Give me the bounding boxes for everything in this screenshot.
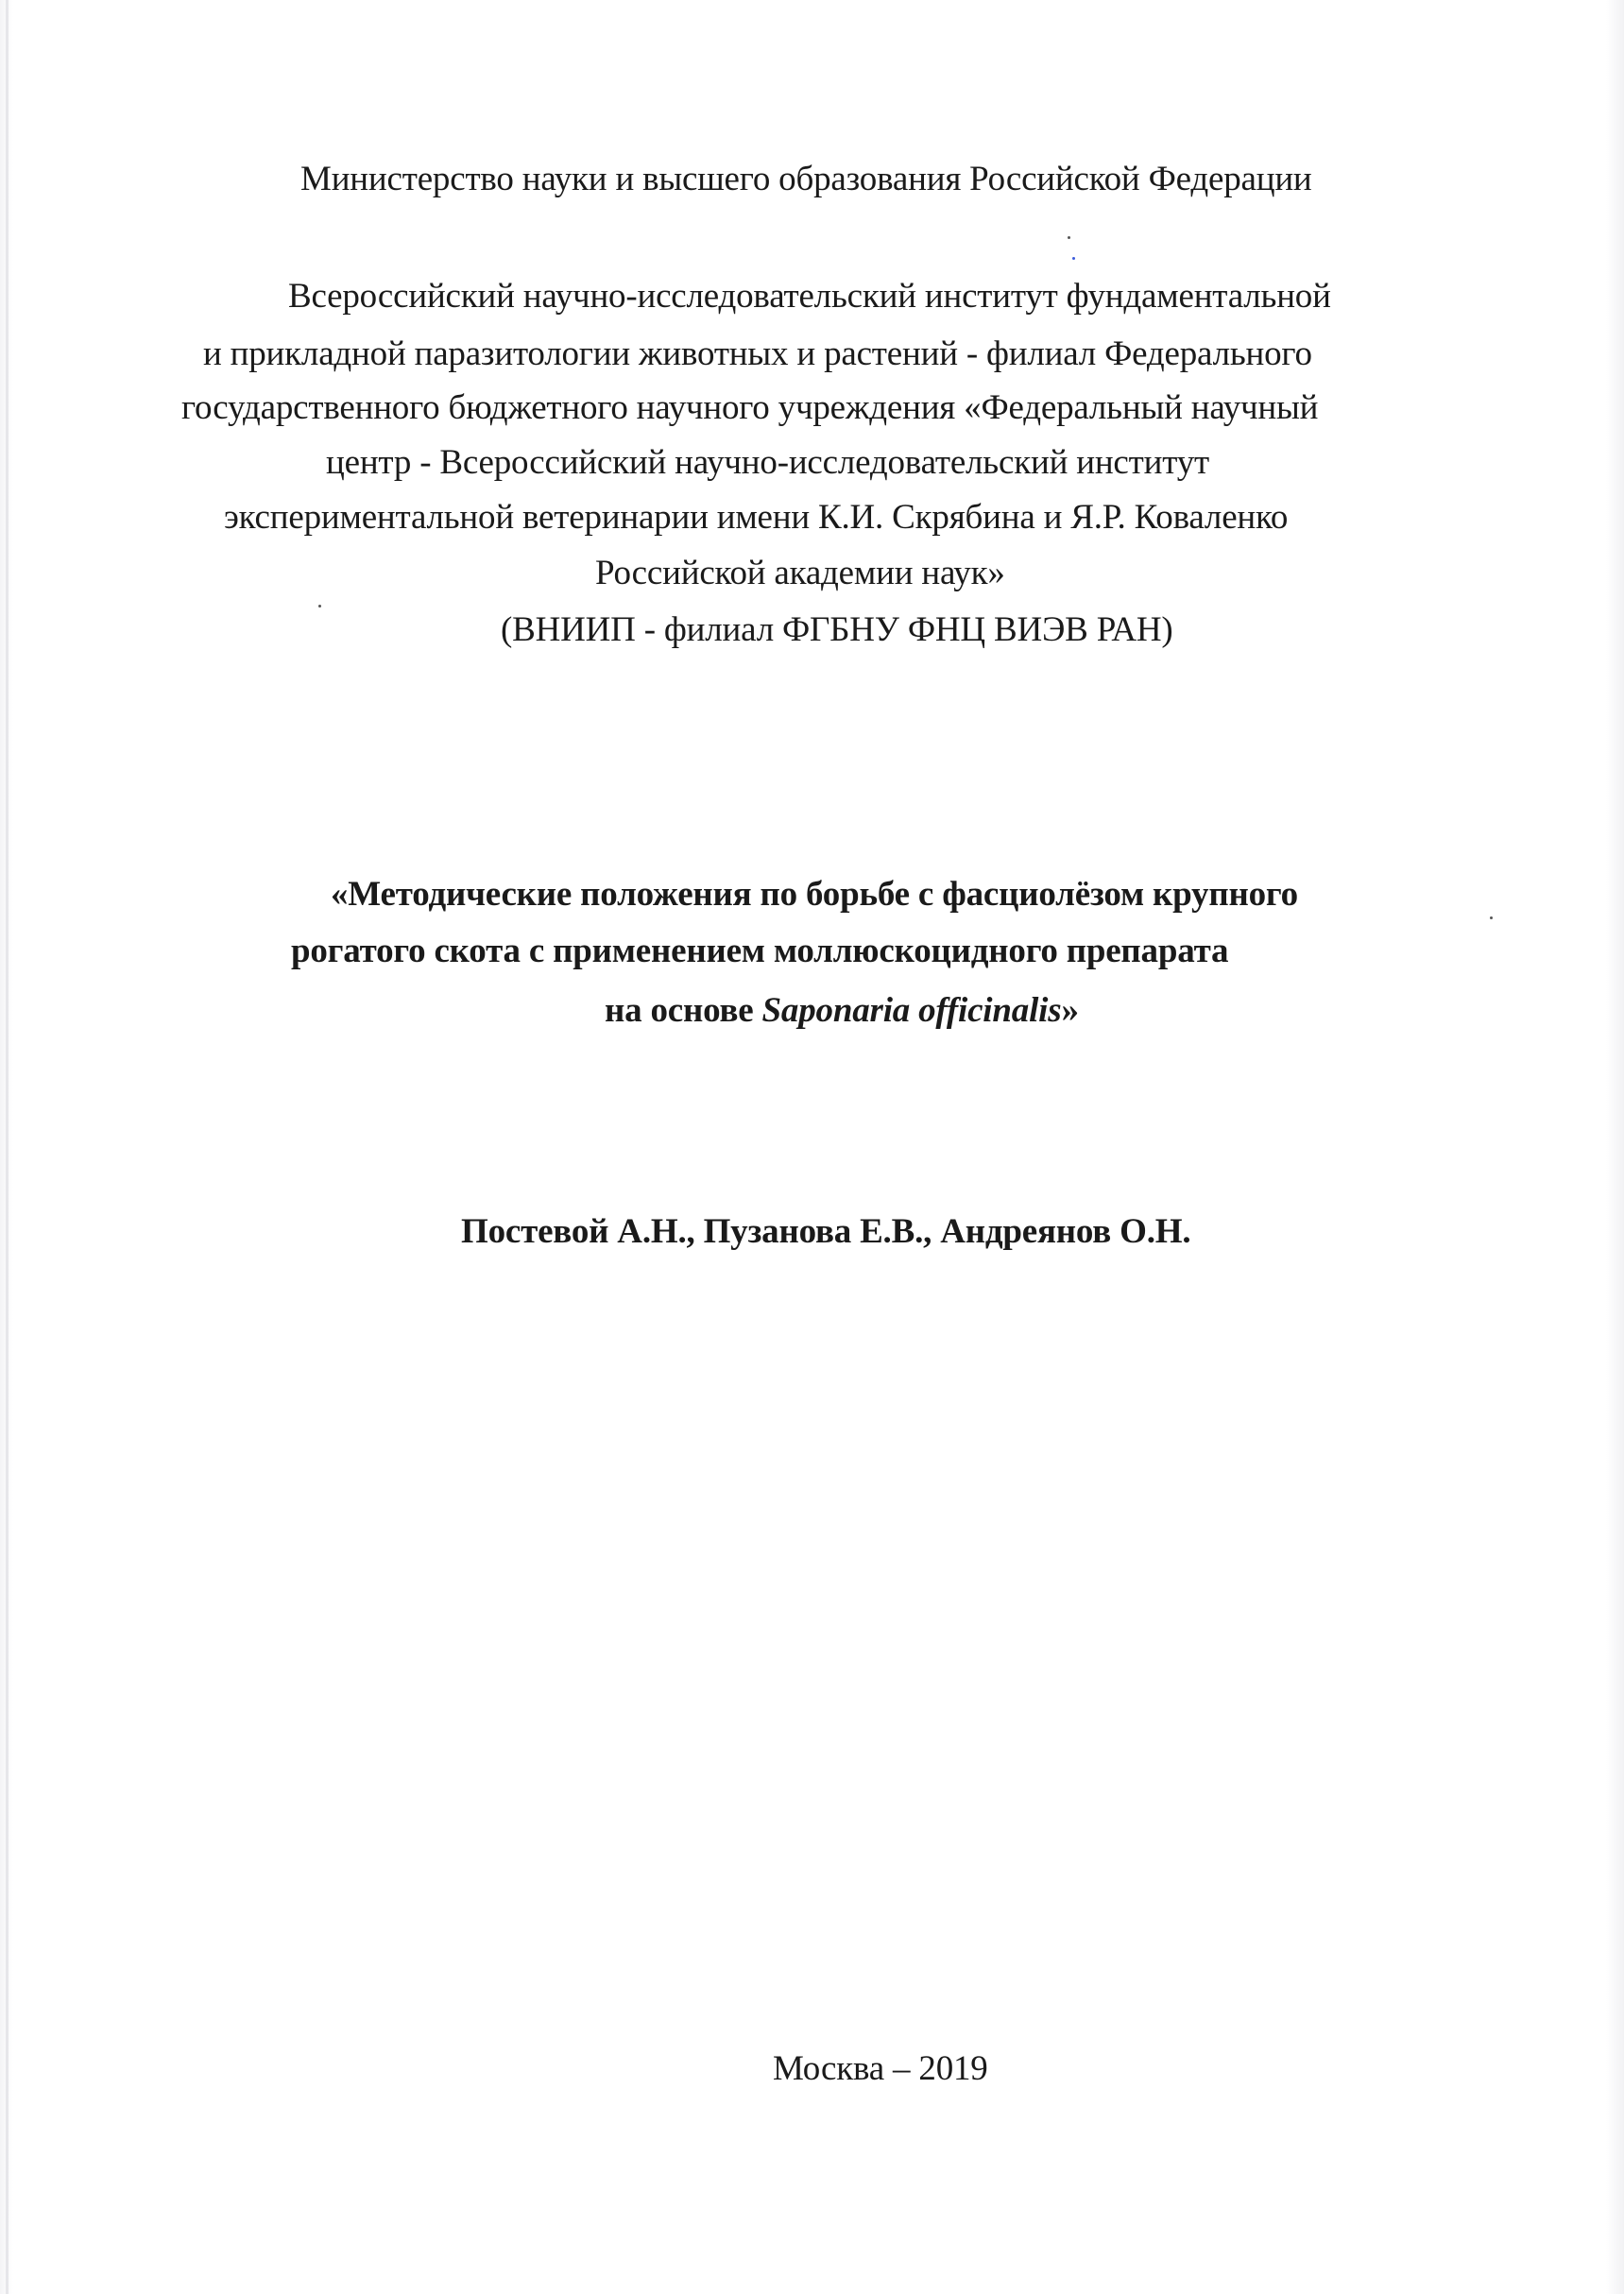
document-title-line: [605, 990, 1079, 1032]
institution-line: экспериментальной ветеринарии имени К.И. Скрябина и Я.Р. Коваленко: [224, 498, 1289, 537]
species-name: Saponaria officinalis: [761, 991, 1062, 1030]
document-title-line: «Методические положения по борьбе с фасциолёзом крупного: [331, 875, 1298, 914]
scan-edge: [6, 0, 9, 2294]
institution-line: центр - Всероссийский научно-исследовательский институт: [326, 443, 1209, 482]
document-title-line: рогатого скота с применением моллюскоцидного препарата: [291, 932, 1229, 970]
institution-abbreviation: (ВНИИП - филиал ФГБНУ ФНЦ ВИЭВ РАН): [501, 610, 1173, 649]
ministry-heading: Министерство науки и высшего образования Российской Федерации: [300, 160, 1312, 198]
title-suffix: »: [1061, 991, 1079, 1030]
scan-speck: [318, 605, 321, 608]
scan-speck: [1072, 257, 1075, 260]
city-year: Москва – 2019: [773, 2049, 988, 2088]
institution-line: государственного бюджетного научного учреждения «Федеральный научный: [181, 388, 1319, 427]
institution-line: Всероссийский научно-исследовательский институт фундаментальной: [288, 277, 1331, 316]
institution-line: и прикладной паразитологии животных и растений - филиал Федерального: [203, 334, 1312, 373]
authors: Постевой А.Н., Пузанова Е.В., Андреянов О.Н.: [461, 1212, 1191, 1251]
institution-line: Российской академии наук»: [595, 554, 1005, 592]
title-prefix: на основе: [605, 991, 762, 1030]
scan-speck: [1068, 236, 1070, 239]
scan-speck: [1490, 916, 1493, 919]
